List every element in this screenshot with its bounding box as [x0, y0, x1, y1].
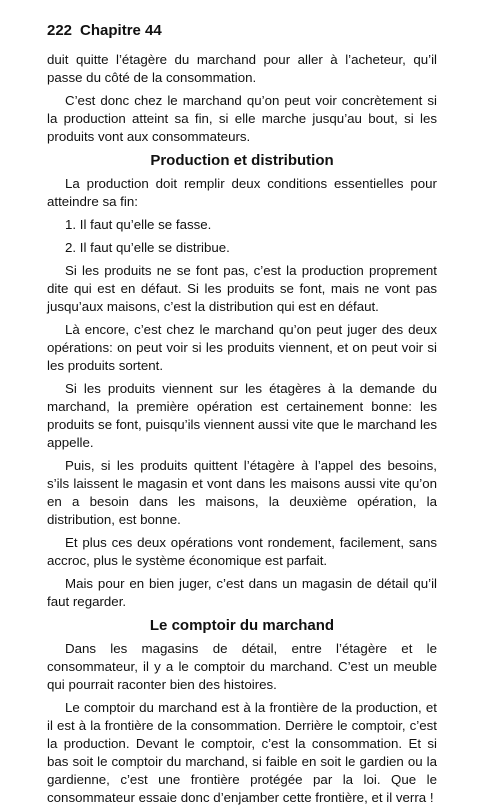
section-heading: Production et distribution	[150, 152, 334, 169]
paragraph: Dans les magasins de détail, entre l’étagère et le consommateur, il y a le comptoir du marchand. C’est un meuble qui pourrait raconter bien des histoires.	[47, 641, 437, 692]
paragraph: Si les produits ne se font pas, c’est la production proprement dite qui est en défaut. Si les produits se font, mais ne vont pas jusqu’aux maisons, c’est la distribution qui est en défaut.	[47, 263, 437, 314]
chapter-title: Chapitre 44	[80, 22, 162, 39]
paragraph: Là encore, c’est chez le marchand qu’on peut juger des deux opérations: on peut voir si les produits viennent, et on peut voir si les produits sortent.	[47, 322, 437, 373]
running-head	[47, 22, 437, 40]
list-item: 1. Il faut qu’elle se fasse.	[65, 217, 212, 232]
list-item: 2. Il faut qu’elle se distribue.	[65, 240, 230, 255]
paragraph: Si les produits viennent sur les étagères à la demande du marchand, la première opération est certainement bonne: les produits se font, puisqu’ils viennent aussi vite que le marchand les appelle.	[47, 381, 437, 450]
paragraph: Mais pour en bien juger, c’est dans un magasin de détail qu’il faut regarder.	[47, 576, 437, 609]
section-heading: Le comptoir du marchand	[149, 617, 335, 634]
paragraph: Et plus ces deux opérations vont rondement, facilement, sans accroc, plus le système économique est parfait.	[47, 535, 437, 568]
paragraph: Puis, si les produits quittent l’étagère à l’appel des besoins, s’ils laissent le magasin et vont dans les maisons aussi vite qu’on en a besoin dans les maisons, la deuxième opération, la distribution, est bonne.	[47, 458, 437, 527]
paragraph: La production doit remplir deux conditions essentielles pour atteindre sa fin:	[47, 176, 437, 209]
paragraph: duit quitte l’étagère du marchand pour aller à l’acheteur, qu’il passe du côté de la consommation.	[47, 52, 437, 85]
paragraph: C’est donc chez le marchand qu’on peut voir concrètement si la production atteint sa fin, si elle marche jusqu’au bout, si les produits vont aux consommateurs.	[47, 93, 437, 144]
paragraph: Le comptoir du marchand est à la frontière de la production, et il est à la frontière de la consommation. Derrière le comptoir, c’est la production. Devant le comptoir, c’est la consommation. Et si bas soit le comptoir du marchand, si faible en soit le gardien ou la gardienne, c’est une frontière protégée par la loi. Que le consommateur essaie donc d’enjamber cette frontière, et il verra !	[47, 700, 437, 805]
page-number: 222	[47, 22, 73, 39]
